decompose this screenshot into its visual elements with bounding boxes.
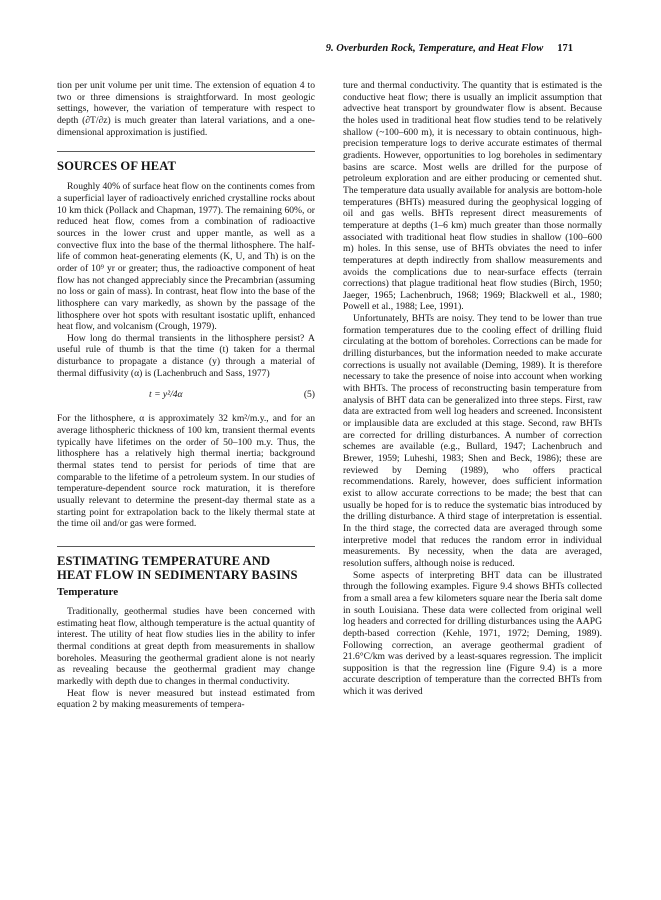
section-heading-estimating-temperature	[57, 554, 315, 582]
left-column	[57, 80, 315, 711]
paragraph: Unfortunately, BHTs are noisy. They tend to be lower than true formation temperatures due to the cooling effect of drilling fluid circulating at the bottom of boreholes. Corrections can be made for drilling disturbances, but the information needed to make accurate corrections is usually not available (Deming, 1989). It is therefore necessary to take the presence of noise into account when working with BHTs. The process of reconstructing basin temperature from analysis of BHT data can be generalized into three steps. First, raw data are extracted from well log headers and screened. Inconsistent or implausible data are excluded at this stage. Second, raw BHTs are corrected for drilling disturbances. A number of correction schemes are available (e.g., Bullard, 1947; Lachenbruch and Brewer, 1959; Luheshi, 1983; Shen and Beck, 1986); these are reviewed by Deming (1989), who offers practical recommendations. Rarely, however, does sufficient information exist to allow accurate corrections to be made; the best that can usually be hoped for is to reduce the systematic bias introduced by the drilling disturbance. A third stage of interpretation is essential. In the third stage, the corrected data are averaged through some interpretive model that reduces the random error in individual measurements. By necessity, when the data are averaged, resolution suffers, although noise is reduced.	[343, 313, 602, 569]
subsection-heading-temperature: Temperature	[57, 586, 119, 598]
paragraph: For the lithosphere, α is approximately 32 km²/m.y., and for an average lithospheric thickness of 100 km, transient thermal events typically have lifetimes on the order of 50–100 m.y. Thus, the lithosphere has a relatively high thermal inertia; background thermal states tend to persist for periods of time that are comparable to the lifetime of a petroleum system. In our studies of temperature-dependent source rock maturation, it is therefore usually relevant to determine the present-day thermal state as a starting point for extrapolation back to the likely thermal state at the time oil and/or gas were formed.	[57, 413, 315, 530]
section-heading-line: ESTIMATING TEMPERATURE AND	[57, 554, 271, 568]
paragraph: Heat flow is never measured but instead estimated from equation 2 by making measurements of tempera-	[57, 687, 315, 711]
page-number: 171	[557, 43, 573, 54]
paragraph: ture and thermal conductivity. The quantity that is estimated is the conductive heat flow; there is usually an implicit assumption that advective heat transport by groundwater flow is absent. Because the holes used in traditional heat flow studies tend to be relatively shallow (~100–600 m), it is necessary to obtain continuous, high-precision temperature logs to derive accurate estimates of thermal gradients. However, opportunities to log boreholes in sedimentary basins are scarce. Most wells are drilled for the purpose of petroleum exploration and are either producing or cemented shut. The temperature data usually available for analysis are bottom-hole temperatures (BHTs) measured during the geophysical logging of oil and gas wells. BHTs represent direct measurements of temperature at depths (1–6 km) much greater than those normally associated with traditional heat flow studies in shallow (100–600 m) holes. In this sense, use of BHTs obviates the need to infer temperatures at depth indirectly from shallow measurements and avoids the complications due to near-surface effects (terrain corrections) that plague traditional heat flow studies (Birch, 1950; Jaeger, 1965; Lachenbruch, 1968; 1969; Blackwell et al., 1980; Powell et al., 1988; Lee, 1991).	[343, 80, 602, 313]
right-column	[343, 80, 602, 698]
paragraph: Traditionally, geothermal studies have been concerned with estimating heat flow, although temperature is the actual quantity of interest. The utility of heat flow studies lies in the ability to infer thermal conditions at great depth from measurements in shallow boreholes. Measuring the geothermal gradient alone is not nearly as revealing because the geothermal gradient may change markedly with depth due to changes in thermal conductivity.	[57, 606, 315, 687]
running-title: 9. Overburden Rock, Temperature, and Heat Flow	[325, 43, 544, 54]
running-header	[326, 43, 573, 54]
equation-5	[57, 388, 315, 403]
section-heading-line: HEAT FLOW IN SEDIMENTARY BASINS	[57, 568, 298, 582]
intro-paragraph: tion per unit volume per unit time. The extension of equation 4 to two or three dimensions is straightforward. In most geologic settings, however, the variation of temperature with respect to depth (∂T/∂z) is much greater than lateral variations, and a one-dimensional approximation is justified.	[57, 80, 315, 138]
paragraph: Some aspects of interpreting BHT data can be illustrated through the following examples. Figure 9.4 shows BHTs collected from a small area a few kilometers square near the Iberia salt dome in south Louisiana. These data were collected from original well log headers and corrected for drilling disturbances using the AAPG depth-based correction (Kehle, 1971, 1972; Deming, 1989). Following correction, an average geothermal gradient of 21.6°C/km was derived by a least-squares regression. The implicit supposition is that the regression line (Figure 9.4) is a more accurate description of temperature than the corrected BHTs from which it was derived	[343, 569, 602, 698]
paragraph: Roughly 40% of surface heat flow on the continents comes from a superficial layer of radioactively enriched crystalline rocks about 10 km thick (Pollack and Chapman, 1977). The remaining 60%, or reduced heat flow, comes from a combination of radioactive sources in the lower crust and upper mantle, as well as a convective flux into the base of the thermal lithosphere. The half-life of common heat-generating elements (K, U, and Th) is on the order of 10⁹ yr or greater; thus, the radioactive component of heat flow has not changed appreciably since the Precambrian (assuming no loss or gain of mass). In contrast, heat flow into the base of the lithosphere can vary markedly, as shown by the passage of the lithosphere over hot spots with resultant isostatic uplift, enhanced heat flow, and volcanism (Crough, 1979).	[57, 181, 315, 333]
equation-expression: t = y²/4α	[149, 389, 183, 401]
section-divider	[57, 546, 315, 547]
section-heading-sources-of-heat: SOURCES OF HEAT	[57, 159, 177, 174]
section-divider	[57, 151, 315, 152]
equation-number: (5)	[303, 389, 315, 401]
paragraph: How long do thermal transients in the lithosphere persist? A useful rule of thumb is that the time (t) taken for a thermal disturbance to propagate a distance (y) through a material of thermal diffusivity (α) is (Lachenbruch and Sass, 1977)	[57, 332, 315, 379]
